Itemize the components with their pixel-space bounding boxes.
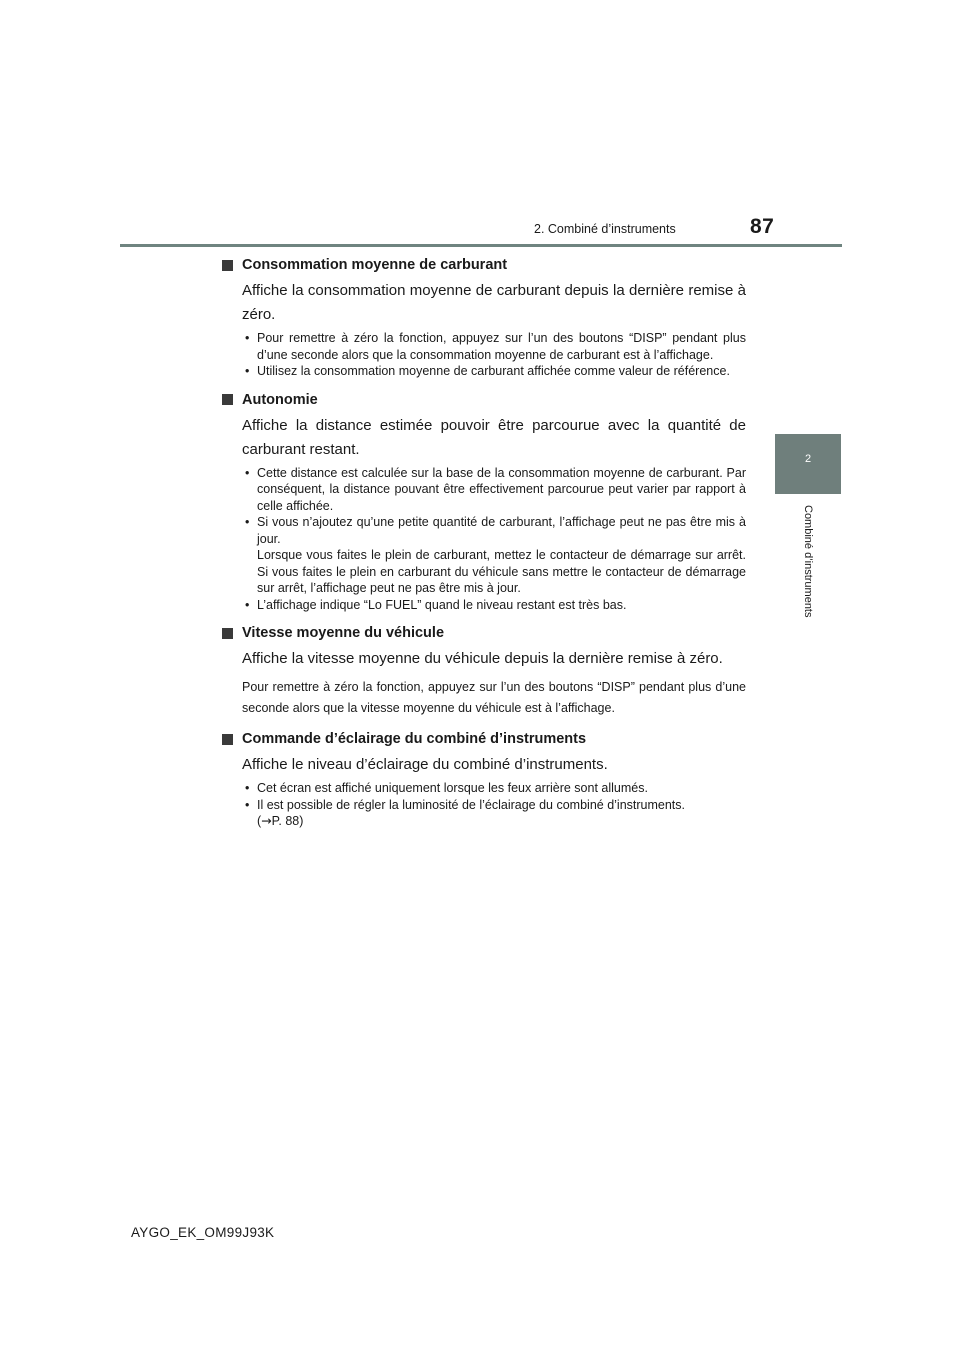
list-item-continuation: Lorsque vous faites le plein de carburant, mettez le contacteur de démarrage sur arrêt. Si vous faites le plein en carburant du véhicule sans mettre le contacteur de démarrage sur arrêt, l’affichage peut ne pas être mis à jour. <box>257 548 746 595</box>
square-bullet-icon <box>222 734 233 745</box>
section-title: Autonomie <box>242 391 318 408</box>
header-rule <box>120 244 842 247</box>
section-heading <box>222 728 746 750</box>
bullet-icon: • <box>245 465 250 480</box>
list-item: • L’affichage indique “Lo FUEL” quand le niveau restant est très bas. <box>245 597 627 612</box>
section-lead: Affiche la distance estimée pouvoir être parcourue avec la quantité de carburant restant. <box>242 416 746 458</box>
page-number: 87 <box>750 215 775 238</box>
chapter-tab[interactable] <box>775 434 841 494</box>
bullet-list <box>242 465 746 614</box>
square-bullet-icon <box>222 628 233 639</box>
chapter-side-label-text: Combiné d’instruments <box>802 505 814 618</box>
section-lead: Affiche la consommation moyenne de carburant depuis la dernière remise à zéro. <box>242 282 746 323</box>
document-code: AYGO_EK_OM99J93K <box>131 1225 275 1240</box>
list-item: • Il est possible de régler la luminosité de l’éclairage du combiné d’instruments. (→P. 88) <box>245 797 685 828</box>
list-item: • Cet écran est affiché uniquement lorsque les feux arrière sont allumés. <box>245 781 648 795</box>
section-heading <box>222 254 746 276</box>
section-instrument-lighting <box>222 728 746 830</box>
page-reference-link[interactable]: (→P. 88) <box>257 813 304 828</box>
running-header: 2. Combiné d’instruments <box>534 222 676 236</box>
bullet-icon: • <box>245 515 250 529</box>
section-average-fuel-consumption <box>222 254 746 380</box>
bullet-icon: • <box>245 797 250 812</box>
section-lead: Affiche le niveau d’éclairage du combiné d’instruments. <box>242 756 608 773</box>
chapter-side-label <box>798 505 818 640</box>
arrow-right-icon: → <box>261 813 272 828</box>
list-item: • Utilisez la consommation moyenne de carburant affichée comme valeur de référence. <box>245 364 730 378</box>
section-title: Vitesse moyenne du véhicule <box>242 625 445 641</box>
section-range <box>222 389 746 614</box>
bullet-icon: • <box>245 331 250 345</box>
section-title: Consommation moyenne de carburant <box>242 257 508 273</box>
bullet-icon: • <box>245 364 250 378</box>
list-item: • Si vous n’ajoutez qu’une petite quantité de carburant, l’affichage peut ne pas être mis à jour. Lorsque vous faites le plein de carburant, mettez le contacteur de démarrage sur arrêt. Si vous faites le plein en carburant du véhicule sans mettre le contacteur de démarrage sur arrêt, l’affichage peut ne pas être mis à jour. <box>245 515 746 595</box>
section-heading <box>222 389 746 411</box>
square-bullet-icon <box>222 260 233 271</box>
bullet-icon: • <box>245 781 250 795</box>
bullet-list <box>242 780 746 830</box>
list-item: • Cette distance est calculée sur la base de la consommation moyenne de carburant. Par conséquent, la distance pouvant être effectivement parcourue peut varier par rapport à celle affichée. <box>245 465 746 513</box>
bullet-list <box>242 330 746 380</box>
chapter-tab-number: 2 <box>804 453 812 465</box>
list-item: • Pour remettre à zéro la fonction, appuyez sur l’un des boutons “DISP” pendant plus d’une seconde alors que la consommation moyenne de carburant est à l’affichage. <box>245 331 746 362</box>
bullet-icon: • <box>245 597 250 612</box>
square-bullet-icon <box>222 394 233 405</box>
section-lead: Affiche la vitesse moyenne du véhicule depuis la dernière remise à zéro. <box>242 650 723 667</box>
section-average-vehicle-speed <box>222 622 746 719</box>
page-content <box>222 254 746 839</box>
section-note: Pour remettre à zéro la fonction, appuyez sur l’un des boutons “DISP” pendant plus d’une seconde alors que la vitesse moyenne du véhicule est à l’affichage. <box>242 680 746 715</box>
section-heading <box>222 622 746 644</box>
section-title: Commande d’éclairage du combiné d’instruments <box>242 731 587 747</box>
